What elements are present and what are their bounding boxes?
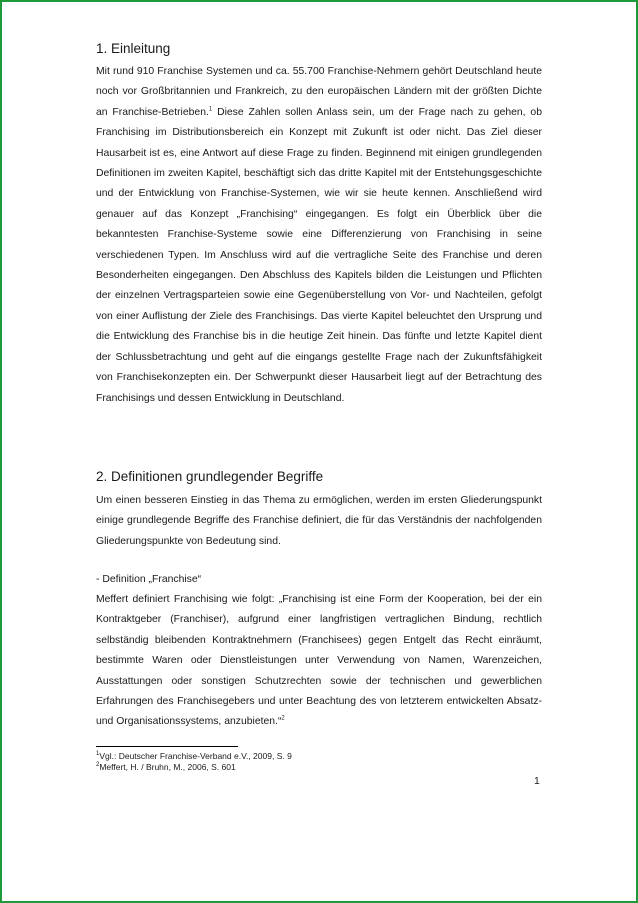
subheading-definition: - Definition „Franchise“ [96,574,202,585]
paragraph-definition [96,590,542,733]
paragraph-text: Mit rund 910 Franchise Systemen und ca. 55.700 Franchise-Nehmern gehört Deutschland heute noch vor Großbritannien und Frankreich, zu den europäischen Ländern mit der größten Dichte an Franchise-Betrieben. [96,66,542,118]
footnote-number: 2 [96,762,100,769]
footnote-ref-1[interactable]: 1 [208,106,213,113]
page-number: 1 [534,776,540,787]
footnote-text: Vgl.: Deutscher Franchise-Verband e.V., 2009, S. 9 [99,751,292,761]
definition-text: Meffert definiert Franchising wie folgt: „Franchising ist eine Form der Kooperation, bei der ein Kontraktgeber (Franchiser), aufgrund einer langfristigen vertraglichen Bindung, rechtlich selbständig bleibenden Kontraktnehmern (Franchisees) gegen Entgelt das Recht einräumt, bestimmte Waren oder Dienstleistungen unter Verwendung von Namen, Warenzeichen, Ausstattungen oder sonstigen Schutzrechten sowie der technischen und gewerblichen Erfahrungen des Franchisegebers und unter Beachtung des von letzterem entwickelten Absatz- und Organisationssystems, anzubieten.“ [96,594,542,728]
paragraph-intro: Um einen besseren Einstieg in das Thema zu ermöglichen, werden im ersten Gliederungspunkt einige grundlegende Begriffe des Franchise definiert, die für das Verständnis der nachfolgenden Gliederungspunkte von Bedeutung sind. [96,495,542,547]
footnote-text: Meffert, H. / Bruhn, M., 2006, S. 601 [99,762,236,772]
section-heading-einleitung: 1. Einleitung [96,41,171,56]
section-heading-definitionen: 2. Definitionen grundlegender Begriffe [96,469,324,484]
footnote-ref-2[interactable]: 2 [281,715,285,722]
footnote-number: 1 [96,751,100,758]
footnote-divider [96,746,238,747]
footnotes [96,751,292,773]
footnote-2 [96,762,292,773]
paragraph-einleitung [96,62,542,409]
footnote-1 [96,751,292,762]
paragraph-text-continued: Diese Zahlen sollen Anlass sein, um der Frage nach zu gehen, ob Franchising im Distributionsbereich ein Konzept mit Zukunft ist oder nicht. Das Ziel dieser Hausarbeit ist es, eine Antwort auf diese Frage zu finden. Beginnend mit einigen grundlegenden Definitionen im zweiten Kapitel, beschäftigt sich das dritte Kapitel mit der Entstehungsgeschichte und der Entwicklung von Franchise-Systemen, wie wir sie heute kennen. Anschließend wird genauer auf das Konzept „Franchising“ eingegangen. Es folgt ein Überblick über die bekanntesten Franchise-Systeme sowie eine Differenzierung von Franchising in seine verschiedenen Typen. Im Anschluss wird auf die vertragliche Seite des Franchise und deren Besonderheiten eingegangen. Den Abschluss des Kapitels bilden die Leistungen und Pflichten der einzelnen Vertragsparteien sowie eine Gegenüberstellung von Vor- und Nachteilen, gefolgt von einer Auflistung der Ziele des Franchisings. Das vierte Kapitel beleuchtet den Ursprung und die Entwicklung des Franchise bis in die heutige Zeit hinein. Das fünfte und letzte Kapitel dient der Schlussbetrachtung und geht auf die eingangs gestellte Frage nach der Zukunftsfähigkeit von Franchisekonzepten ein. Der Schwerpunkt dieser Hausarbeit liegt auf der Betrachtung des Franchisings und dessen Entwicklung in Deutschland. [96,106,542,404]
